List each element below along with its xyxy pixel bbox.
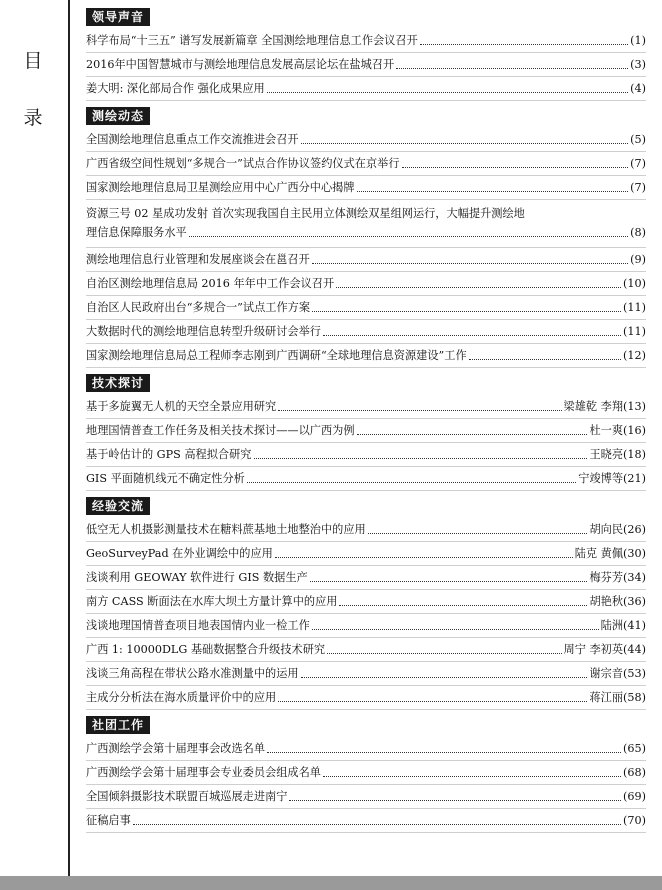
entry-author: 蒋江丽 bbox=[589, 691, 624, 704]
toc-entry[interactable] bbox=[86, 686, 646, 710]
dot-leader bbox=[396, 67, 628, 69]
entry-page: (1) bbox=[630, 34, 646, 47]
toc-section bbox=[86, 6, 646, 101]
entry-title: 测绘地理信息行业管理和发展座谈会在邕召开 bbox=[86, 253, 310, 266]
toc-entry[interactable] bbox=[86, 320, 646, 344]
dot-leader bbox=[254, 457, 588, 459]
section-heading: 技术探讨 bbox=[86, 374, 150, 392]
dot-leader bbox=[357, 190, 629, 192]
dot-leader bbox=[312, 628, 599, 630]
entry-title-continued: 理信息保障服务水平 bbox=[86, 226, 187, 239]
entry-title: 浅谈三角高程在带状公路水准测量中的运用 bbox=[86, 667, 299, 680]
dot-leader bbox=[312, 262, 628, 264]
toc-entry[interactable] bbox=[86, 344, 646, 368]
entry-author: 王晓亮 bbox=[589, 448, 624, 461]
toc-entry[interactable] bbox=[86, 152, 646, 176]
entry-author: 陆克 黄佩 bbox=[574, 547, 624, 560]
entry-page: (18) bbox=[623, 448, 646, 461]
toc-entry[interactable] bbox=[86, 395, 646, 419]
dot-leader bbox=[402, 166, 629, 168]
entry-page: (13) bbox=[623, 400, 646, 413]
entry-title: 全国测绘地理信息重点工作交流推进会召开 bbox=[86, 133, 299, 146]
entry-title: 姜大明: 深化部局合作 强化成果应用 bbox=[86, 82, 265, 95]
entry-page: (9) bbox=[630, 253, 646, 266]
dot-leader bbox=[247, 481, 576, 483]
toc-entry[interactable] bbox=[86, 200, 646, 248]
toc-section bbox=[86, 714, 646, 833]
entry-title: 基于多旋翼无人机的天空全景应用研究 bbox=[86, 400, 277, 413]
dot-leader bbox=[336, 286, 621, 288]
entry-title: 自治区人民政府出台“多规合一”试点工作方案 bbox=[86, 301, 311, 314]
toc-entry[interactable] bbox=[86, 296, 646, 320]
dot-leader bbox=[327, 652, 561, 654]
entry-page: (41) bbox=[623, 619, 646, 632]
entry-page: (44) bbox=[623, 643, 646, 656]
entry-title: 资源三号 02 星成功发射 首次实现我国自主民用立体测绘双星组网运行，大幅提升测绘地 bbox=[86, 207, 525, 220]
entry-page: (10) bbox=[623, 277, 646, 290]
toc-section bbox=[86, 495, 646, 710]
entry-page: (65) bbox=[623, 742, 646, 755]
entry-page: (68) bbox=[623, 766, 646, 779]
toc-entry[interactable] bbox=[86, 419, 646, 443]
dot-leader bbox=[133, 823, 621, 825]
entry-page: (69) bbox=[623, 790, 646, 803]
entry-page: (16) bbox=[623, 424, 646, 437]
entry-title: 2016年中国智慧城市与测绘地理信息发展高层论坛在盐城召开 bbox=[86, 58, 395, 71]
side-title-char-2: 录 bbox=[23, 107, 43, 129]
entry-title: 国家测绘地理信息局卫星测绘应用中心广西分中心揭牌 bbox=[86, 181, 355, 194]
entry-title: 广西 1: 10000DLG 基础数据整合升级技术研究 bbox=[86, 643, 326, 656]
dot-leader bbox=[420, 43, 628, 45]
entry-title: 广西测绘学会第十届理事会专业委员会组成名单 bbox=[86, 766, 321, 779]
entry-author: 陆洲 bbox=[600, 619, 624, 632]
toc-entry[interactable] bbox=[86, 518, 646, 542]
dot-leader bbox=[310, 580, 588, 582]
section-heading: 领导声音 bbox=[86, 8, 150, 26]
dot-leader bbox=[339, 604, 587, 606]
toc-entry[interactable] bbox=[86, 566, 646, 590]
dot-leader bbox=[312, 310, 621, 312]
side-title-char-1: 目 bbox=[23, 50, 43, 72]
toc-entry[interactable] bbox=[86, 467, 646, 491]
entry-title: 浅谈地理国情普查项目地表国情内业一检工作 bbox=[86, 619, 310, 632]
toc-section bbox=[86, 372, 646, 491]
toc-entry[interactable] bbox=[86, 272, 646, 296]
vertical-divider bbox=[68, 0, 70, 876]
entry-title: 科学布局“十三五” 谱写发展新篇章 全国测绘地理信息工作会议召开 bbox=[86, 34, 418, 47]
toc-entry[interactable] bbox=[86, 662, 646, 686]
entry-page: (26) bbox=[623, 523, 646, 536]
toc-entry[interactable] bbox=[86, 590, 646, 614]
toc-entry[interactable] bbox=[86, 761, 646, 785]
entry-page: (21) bbox=[623, 472, 646, 485]
section-heading: 经验交流 bbox=[86, 497, 150, 515]
toc-entry[interactable] bbox=[86, 29, 646, 53]
toc-entry[interactable] bbox=[86, 248, 646, 272]
dot-leader bbox=[289, 799, 621, 801]
entry-page: (58) bbox=[623, 691, 646, 704]
toc-entry[interactable] bbox=[86, 128, 646, 152]
toc-section bbox=[86, 105, 646, 368]
entry-author: 杜一爽 bbox=[589, 424, 624, 437]
entry-title: 基于岭估计的 GPS 高程拟合研究 bbox=[86, 448, 252, 461]
entry-title: 广西省级空间性规划“多规合一”试点合作协议签约仪式在京举行 bbox=[86, 157, 400, 170]
entry-title: 国家测绘地理信息局总工程师李志刚到广西调研“全球地理信息资源建设”工作 bbox=[86, 349, 467, 362]
entry-title: 自治区测绘地理信息局 2016 年年中工作会议召开 bbox=[86, 277, 335, 290]
toc-entry[interactable] bbox=[86, 809, 646, 833]
dot-leader bbox=[301, 142, 629, 144]
entry-page: (11) bbox=[623, 301, 646, 314]
dot-leader bbox=[278, 700, 587, 702]
entry-page: (12) bbox=[623, 349, 646, 362]
entry-title: 低空无人机摄影测量技术在糖料蔗基地土地整治中的应用 bbox=[86, 523, 366, 536]
entry-page: (7) bbox=[630, 157, 646, 170]
entry-page: (70) bbox=[623, 814, 646, 827]
entry-title: GeoSurveyPad 在外业调绘中的应用 bbox=[86, 547, 273, 560]
entry-author: 周宁 李初英 bbox=[563, 643, 624, 656]
entry-title: 浅谈利用 GEOWAY 软件进行 GIS 数据生产 bbox=[86, 571, 308, 584]
dot-leader bbox=[323, 334, 621, 336]
entry-page: (4) bbox=[630, 82, 646, 95]
toc-entry[interactable] bbox=[86, 785, 646, 809]
entry-author: 胡艳秋 bbox=[589, 595, 624, 608]
entry-title: 南方 CASS 断面法在水库大坝土方量计算中的应用 bbox=[86, 595, 338, 608]
entry-page: (11) bbox=[623, 325, 646, 338]
entry-page: (5) bbox=[630, 133, 646, 146]
toc-entry[interactable] bbox=[86, 638, 646, 662]
dot-leader bbox=[368, 532, 588, 534]
section-heading: 社团工作 bbox=[86, 716, 150, 734]
dot-leader bbox=[275, 556, 573, 558]
entry-page: (34) bbox=[623, 571, 646, 584]
entry-page: (8) bbox=[630, 226, 646, 239]
toc-entry[interactable] bbox=[86, 77, 646, 101]
entry-author: 胡向民 bbox=[589, 523, 624, 536]
entry-page: (30) bbox=[623, 547, 646, 560]
entry-author: 梅芬芳 bbox=[589, 571, 624, 584]
dot-leader bbox=[278, 409, 561, 411]
entry-author: 梁雄乾 李翔 bbox=[563, 400, 624, 413]
table-of-contents bbox=[86, 0, 646, 833]
dot-leader bbox=[469, 358, 621, 360]
entry-title: 广西测绘学会第十届理事会改选名单 bbox=[86, 742, 266, 755]
entry-author: 谢宗音 bbox=[589, 667, 624, 680]
toc-entry[interactable] bbox=[86, 542, 646, 566]
entry-page: (7) bbox=[630, 181, 646, 194]
section-heading: 测绘动态 bbox=[86, 107, 150, 125]
entry-title: 征稿启事 bbox=[86, 814, 131, 827]
entry-page: (36) bbox=[623, 595, 646, 608]
toc-entry[interactable] bbox=[86, 443, 646, 467]
entry-title: 全国倾斜摄影技术联盟百城巡展走进南宁 bbox=[86, 790, 288, 803]
toc-entry[interactable] bbox=[86, 614, 646, 638]
entry-title: 地理国情普查工作任务及相关技术探讨——以广西为例 bbox=[86, 424, 355, 437]
bottom-bar bbox=[0, 876, 662, 890]
entry-page: (3) bbox=[630, 58, 646, 71]
entry-page: (53) bbox=[623, 667, 646, 680]
toc-entry[interactable] bbox=[86, 176, 646, 200]
entry-title: 大数据时代的测绘地理信息转型升级研讨会举行 bbox=[86, 325, 321, 338]
dot-leader bbox=[323, 775, 621, 777]
entry-author: 宁竣博等 bbox=[578, 472, 624, 485]
dot-leader bbox=[267, 91, 628, 93]
entry-title: GIS 平面随机线元不确定性分析 bbox=[86, 472, 245, 485]
dot-leader bbox=[357, 433, 588, 435]
dot-leader bbox=[189, 235, 628, 237]
dot-leader bbox=[301, 676, 588, 678]
toc-entry[interactable] bbox=[86, 53, 646, 77]
entry-title: 主成分分析法在海水质量评价中的应用 bbox=[86, 691, 277, 704]
toc-entry[interactable] bbox=[86, 737, 646, 761]
dot-leader bbox=[267, 751, 621, 753]
